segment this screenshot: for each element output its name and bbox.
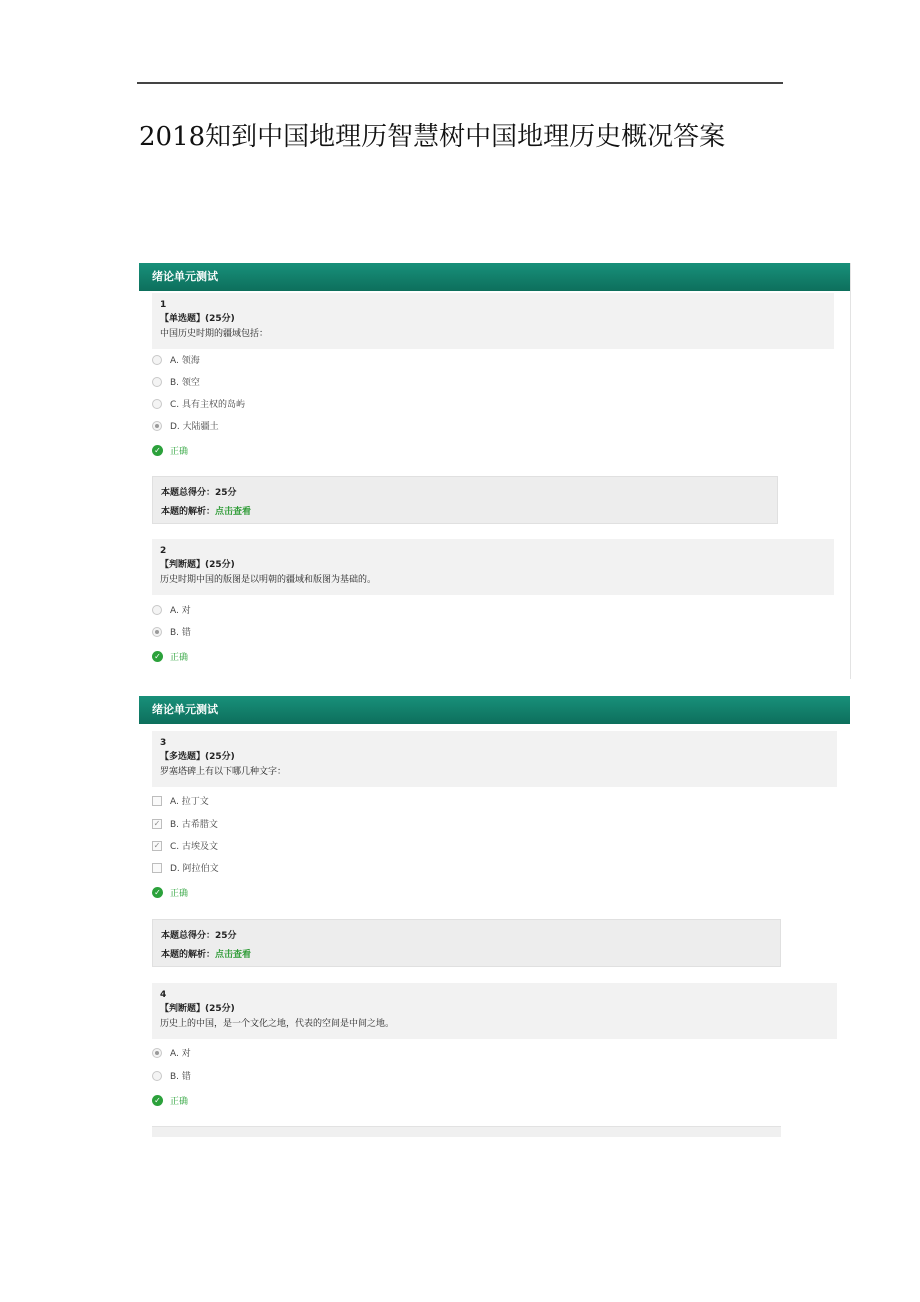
score-label: 本题总得分： <box>161 931 216 941</box>
option-label: A. 领海 <box>170 356 200 366</box>
analysis-label: 本题的解析： <box>161 507 216 517</box>
option-4b[interactable] <box>152 1070 191 1084</box>
option-label: C. 具有主权的岛屿 <box>170 400 246 410</box>
radio-button-icon[interactable] <box>152 605 162 615</box>
question-text: 罗塞塔碑上有以下哪几种文字： <box>160 767 287 777</box>
result-label: 正确 <box>170 889 189 899</box>
option-3b[interactable] <box>152 818 218 832</box>
radio-button-icon[interactable] <box>152 421 162 431</box>
quiz-panel-1 <box>139 263 851 679</box>
checkbox-icon[interactable]: ✓ <box>153 818 161 828</box>
score-value: 25分 <box>215 488 237 498</box>
score-row <box>161 927 772 946</box>
option-1a[interactable] <box>152 354 200 368</box>
option-label: A. 拉丁文 <box>170 797 209 807</box>
score-box-1 <box>152 476 778 524</box>
radio-button-icon[interactable] <box>152 627 162 637</box>
option-3a[interactable] <box>152 795 209 809</box>
analysis-row <box>161 946 772 965</box>
question-number: 4 <box>160 990 167 1000</box>
option-label: B. 错 <box>170 628 191 638</box>
question-number: 1 <box>160 300 167 310</box>
top-divider <box>137 82 783 84</box>
check-circle-icon: ✓ <box>152 1095 163 1106</box>
option-3d[interactable] <box>152 862 219 876</box>
result-label: 正确 <box>170 447 189 457</box>
option-1b[interactable] <box>152 376 200 390</box>
checkbox-icon[interactable]: ✓ <box>153 840 161 850</box>
question-box-1 <box>152 293 834 349</box>
result-correct-2 <box>152 651 188 665</box>
score-value: 25分 <box>215 931 237 941</box>
panel-header: 绪论单元测试 <box>139 263 850 291</box>
result-label: 正确 <box>170 653 189 663</box>
question-number: 2 <box>160 546 167 556</box>
radio-button-icon[interactable] <box>152 399 162 409</box>
option-1d[interactable] <box>152 420 219 434</box>
option-label: D. 大陆疆土 <box>170 422 219 432</box>
option-4a[interactable] <box>152 1047 191 1061</box>
result-correct-4 <box>152 1095 188 1109</box>
option-3c[interactable] <box>152 840 218 854</box>
question-box-2 <box>152 539 834 595</box>
question-text: 历史时期中国的版图是以明朝的疆域和版图为基础的。 <box>160 575 377 585</box>
question-text: 历史上的中国，是一个文化之地，代表的空间是中间之地。 <box>160 1019 395 1029</box>
question-type: 【多选题】(25分) <box>160 752 235 762</box>
option-label: A. 对 <box>170 1049 191 1059</box>
radio-button-icon[interactable] <box>152 1071 162 1081</box>
question-box-4 <box>152 983 837 1039</box>
option-label: A. 对 <box>170 606 191 616</box>
checkbox-icon[interactable] <box>152 863 162 873</box>
radio-button-icon[interactable] <box>152 377 162 387</box>
quiz-panel-2 <box>139 696 850 1136</box>
option-1c[interactable] <box>152 398 245 412</box>
score-row <box>161 484 769 503</box>
checkbox-icon[interactable] <box>152 796 162 806</box>
question-box-3 <box>152 731 837 787</box>
question-type: 【判断题】(25分) <box>160 1004 235 1014</box>
question-number: 3 <box>160 738 167 748</box>
analysis-link[interactable]: 点击查看 <box>215 950 252 960</box>
option-label: B. 领空 <box>170 378 200 388</box>
option-2a[interactable] <box>152 604 191 618</box>
result-correct-1 <box>152 445 188 459</box>
score-label: 本题总得分： <box>161 488 216 498</box>
check-circle-icon: ✓ <box>152 651 163 662</box>
question-type: 【单选题】(25分) <box>160 314 235 324</box>
option-2b[interactable] <box>152 626 191 640</box>
panel-header: 绪论单元测试 <box>139 696 850 724</box>
result-label: 正确 <box>170 1097 189 1107</box>
document-title: 2018知到中国地理历智慧树中国地理历史概况答案 <box>139 122 726 152</box>
option-label: C. 古埃及文 <box>170 842 219 852</box>
analysis-link[interactable]: 点击查看 <box>215 507 252 517</box>
question-type: 【判断题】(25分) <box>160 560 235 570</box>
question-text: 中国历史时期的疆域包括： <box>160 329 269 339</box>
option-label: B. 错 <box>170 1072 191 1082</box>
analysis-label: 本题的解析： <box>161 950 216 960</box>
check-circle-icon: ✓ <box>152 445 163 456</box>
score-box-3 <box>152 919 781 967</box>
radio-button-icon[interactable] <box>152 355 162 365</box>
next-score-box-partial <box>152 1126 781 1137</box>
check-circle-icon: ✓ <box>152 887 163 898</box>
radio-button-icon[interactable] <box>152 1048 162 1058</box>
analysis-row <box>161 503 769 522</box>
result-correct-3 <box>152 887 188 901</box>
option-label: B. 古希腊文 <box>170 820 218 830</box>
option-label: D. 阿拉伯文 <box>170 864 219 874</box>
